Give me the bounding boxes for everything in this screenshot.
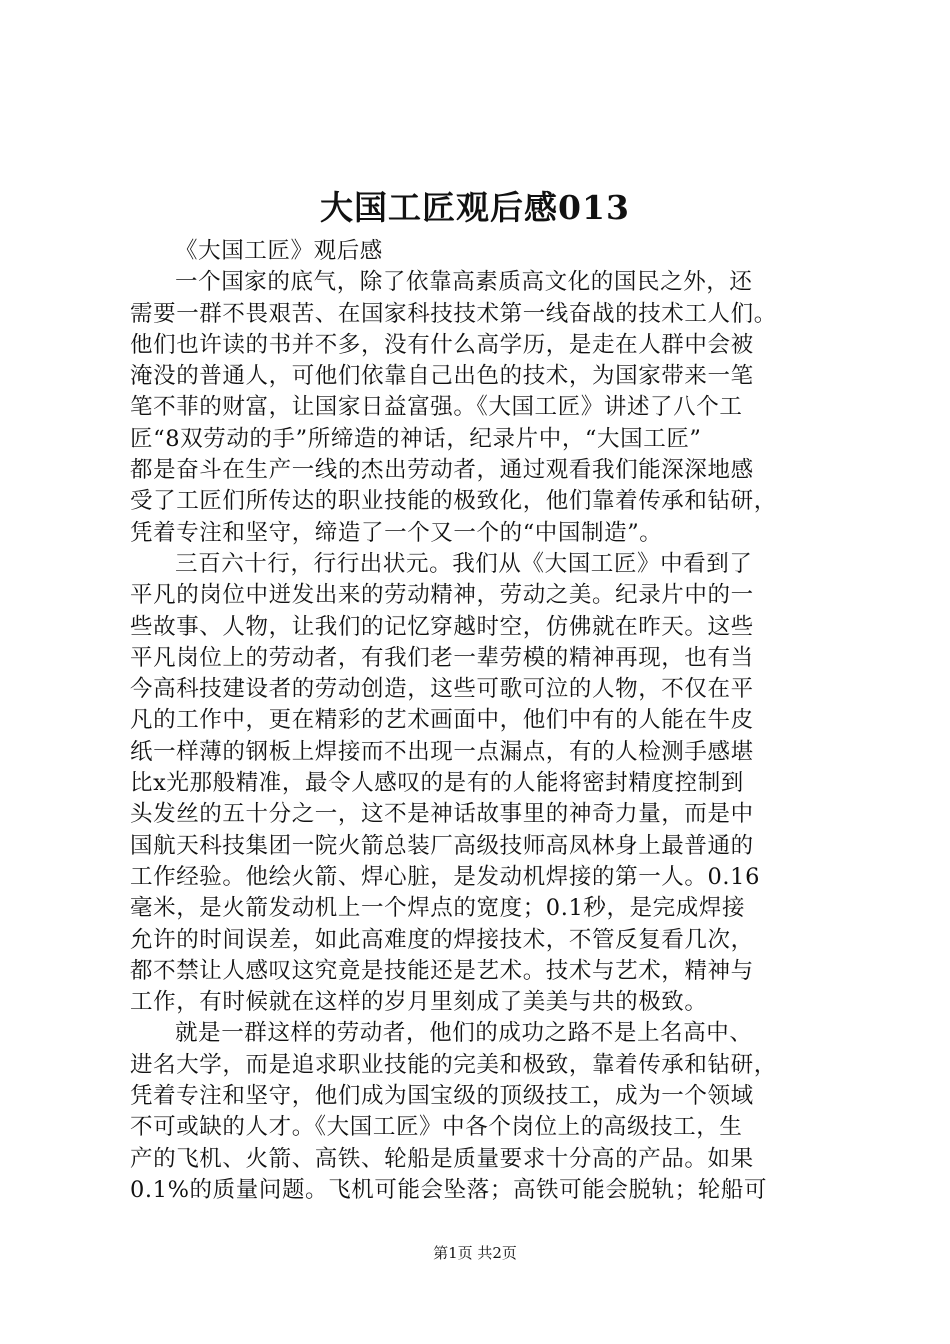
text-line: 需要一群不畏艰苦、在国家科技技术第一线奋战的技术工人们。 [130, 300, 777, 327]
text-line: 淹没的普通人，可他们依靠自己出色的技术，为国家带来一笔 [130, 363, 754, 390]
text-line: 纸一样薄的钢板上焊接而不出现一点漏点，有的人检测手感堪 [130, 738, 754, 765]
text-line: 比x光那般精准，最令人感叹的是有的人能将密封精度控制到 [130, 770, 744, 797]
text-line: 今高科技建设者的劳动创造，这些可歌可泣的人物，不仅在平 [130, 676, 754, 703]
text-line: 工作，有时候就在这样的岁月里刻成了美美与共的极致。 [130, 989, 708, 1016]
text-line: 凭着专注和坚守，缔造了一个又一个的“中国制造”。 [130, 519, 663, 546]
text-line: 匠“8双劳动的手”所缔造的神话，纪录片中，“大国工匠” [130, 425, 702, 452]
text-line: 0.1%的质量问题。飞机可能会坠落；高铁可能会脱轨；轮船可 [130, 1176, 768, 1203]
text-line: 国航天科技集团一院火箭总装厂高级技师高凤林身上最普通的 [130, 832, 754, 859]
text-line: 毫米，是火箭发动机上一个焊点的宽度；0.1秒，是完成焊接 [130, 895, 746, 922]
text-line: 平凡的岗位中迸发出来的劳动精神，劳动之美。纪录片中的一 [130, 582, 754, 609]
document-title: 大国工匠观后感013 [320, 188, 630, 227]
text-line: 产的飞机、火箭、高铁、轮船是质量要求十分高的产品。如果 [130, 1145, 754, 1172]
text-line: 工作经验。他绘火箭、焊心脏，是发动机焊接的第一人。0.16 [130, 863, 760, 890]
text-line: 他们也许读的书并不多，没有什么高学历，是走在人群中会被 [130, 331, 754, 358]
text-line: 些故事、人物，让我们的记忆穿越时空，仿佛就在昨天。这些 [130, 613, 754, 640]
text-line: 进名大学，而是追求职业技能的完美和极致，靠着传承和钻研， [130, 1051, 777, 1078]
text-line: 凡的工作中，更在精彩的艺术画面中，他们中有的人能在牛皮 [130, 707, 754, 734]
text-line: 不可或缺的人才。《大国工匠》中各个岗位上的高级技工，生 [130, 1114, 743, 1141]
text-line: 三百六十行，行行出状元。我们从《大国工匠》中看到了 [175, 550, 753, 577]
text-line: 都是奋斗在生产一线的杰出劳动者，通过观看我们能深深地感 [130, 457, 754, 484]
text-line: 《大国工匠》观后感 [175, 238, 383, 264]
text-line: 就是一群这样的劳动者，他们的成功之路不是上名高中、 [175, 1020, 753, 1047]
text-line: 笔不菲的财富，让国家日益富强。《大国工匠》讲述了八个工 [130, 394, 743, 421]
text-line: 受了工匠们所传达的职业技能的极致化，他们靠着传承和钻研， [130, 488, 777, 515]
page-footer: 第1页 共2页 [433, 1244, 517, 1262]
text-line: 平凡岗位上的劳动者，有我们老一辈劳模的精神再现，也有当 [130, 644, 754, 671]
text-line: 凭着专注和坚守，他们成为国宝级的顶级技工，成为一个领域 [130, 1083, 754, 1110]
text-line: 头发丝的五十分之一，这不是神话故事里的神奇力量，而是中 [130, 801, 754, 828]
document-body [130, 236, 834, 1206]
text-line: 一个国家的底气，除了依靠高素质高文化的国民之外，还 [175, 269, 753, 296]
text-line: 都不禁让人感叹这究竟是技能还是艺术。技术与艺术，精神与 [130, 957, 754, 984]
text-line: 允许的时间误差，如此高难度的焊接技术，不管反复看几次， [130, 926, 754, 953]
